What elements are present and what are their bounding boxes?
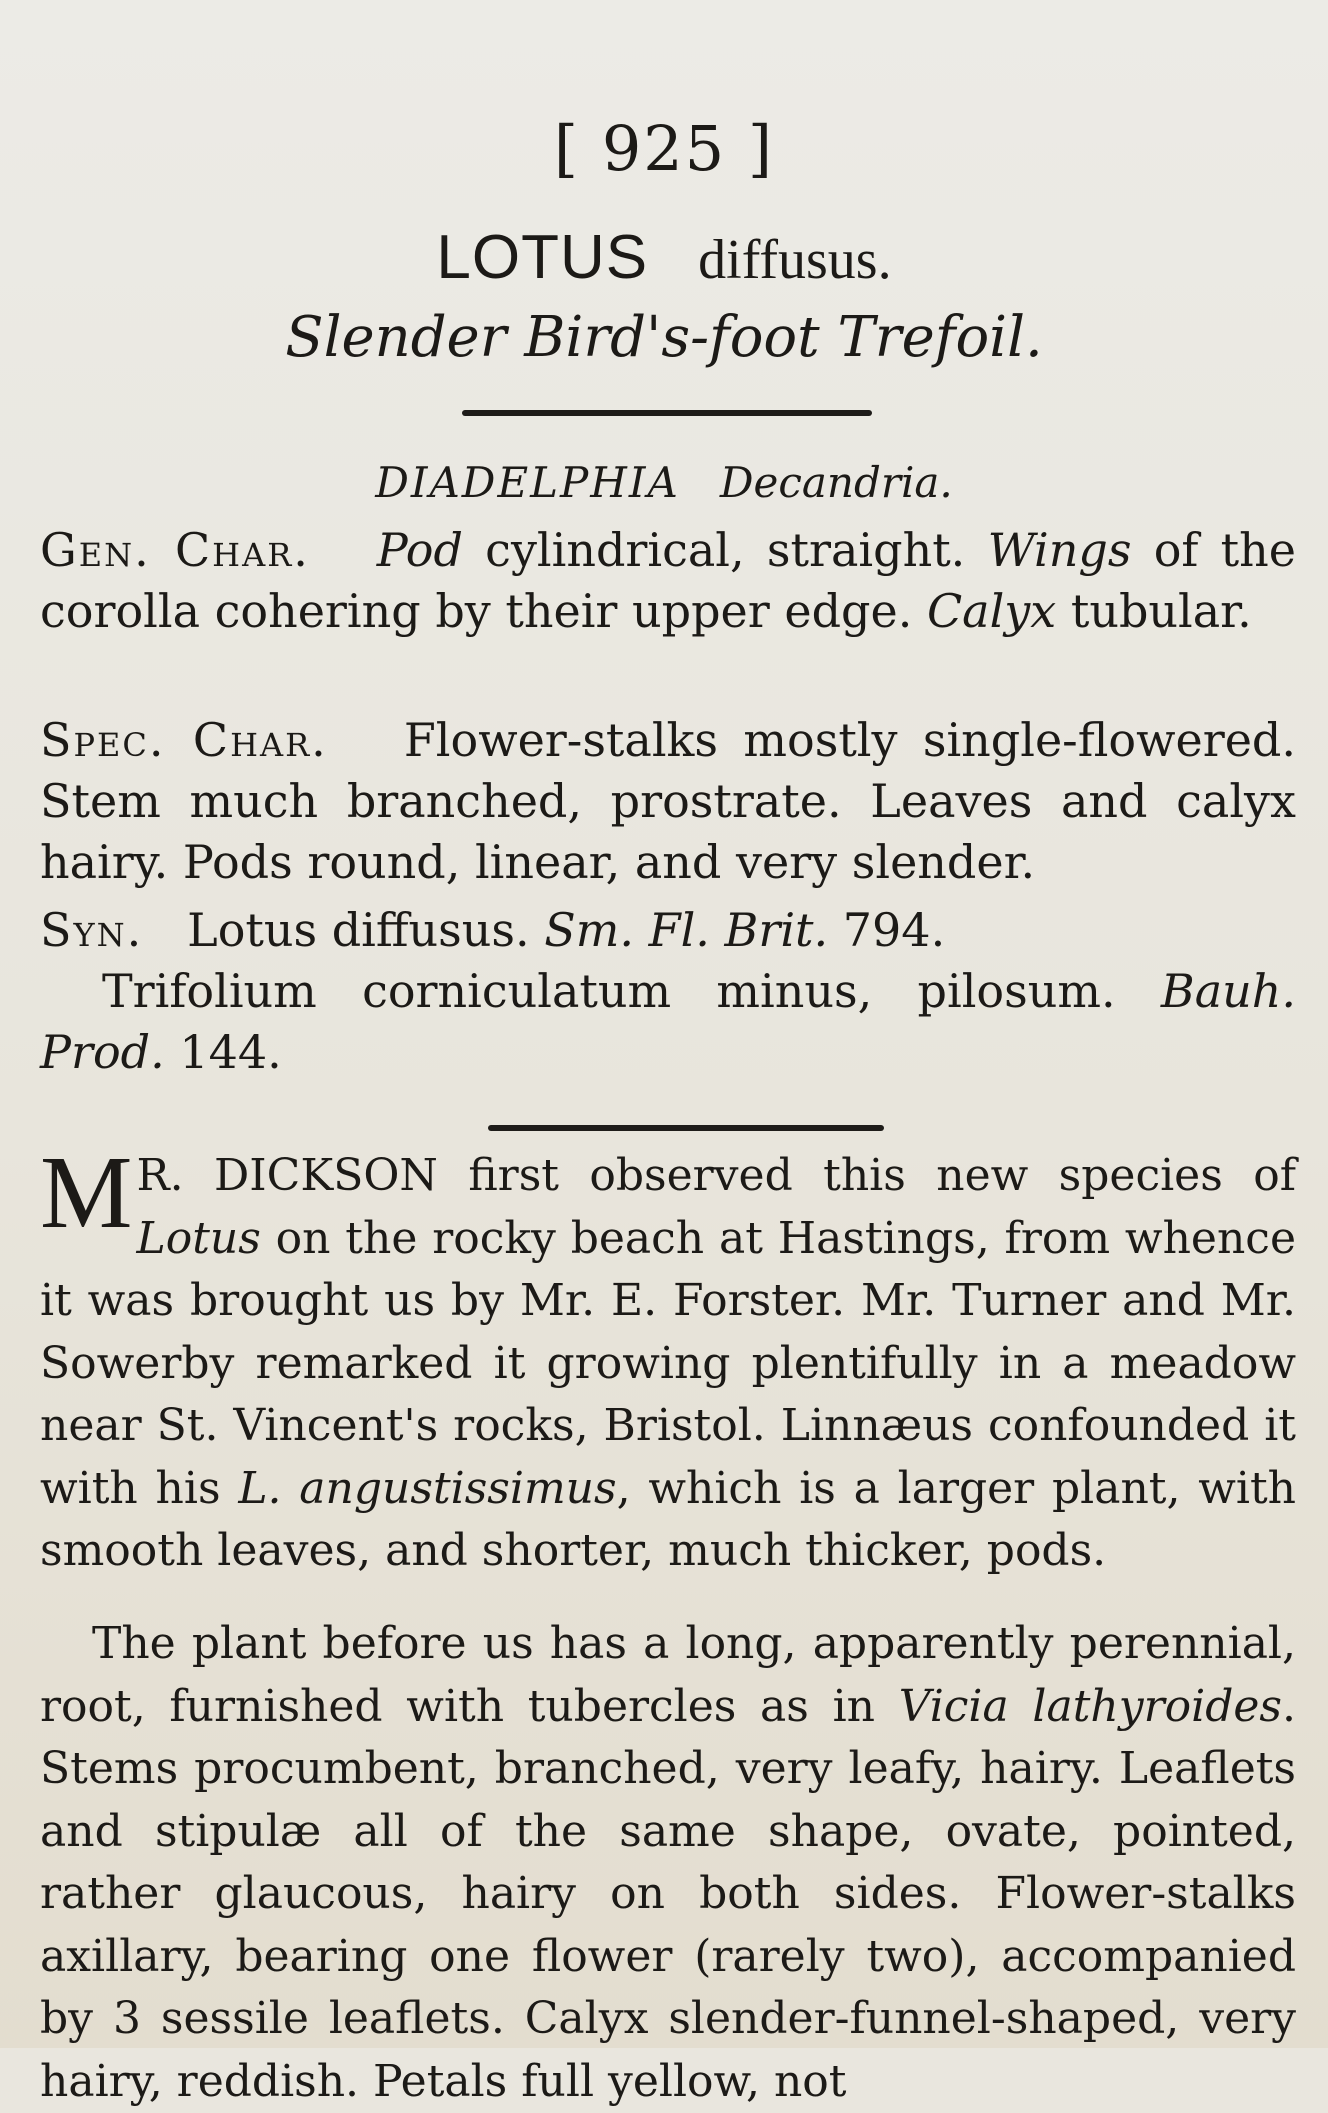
paragraph-text: . Stems procumbent, branched, very leafy, hairy. Leaflets and stipulæ all of the same shape, ovate, pointed, rather glaucous, hairy on both sides. Flower-stalks axillary, bearing one flower (rarely two), accompanied by 3 sessile leaflets. Calyx slender-funnel-shaped, very hairy, reddish. Petals full yellow, not: [40, 1680, 1296, 2107]
syn-page: 794.: [828, 903, 946, 957]
genus-name: LOTUS: [436, 223, 649, 292]
synonymy: [40, 900, 1296, 1083]
spec-char-label: Spec. Char.: [40, 713, 328, 767]
generic-character: [40, 520, 1296, 642]
common-name: Slender Bird's-foot Trefoil.: [285, 305, 1043, 370]
syn-reference: Sm. Fl. Brit.: [544, 903, 829, 957]
page-number: [ 925 ]: [553, 112, 775, 185]
syn-name: Lotus diffusus.: [187, 903, 545, 957]
gen-char-term: Calyx: [926, 584, 1057, 638]
gen-char-label: Gen. Char.: [40, 523, 310, 577]
taxon-name: Vicia lathyroides: [898, 1680, 1282, 1732]
gen-char-term: Wings: [987, 523, 1132, 577]
syn-reference: Bauh. Prod.: [40, 964, 1296, 1079]
gen-char-text: of the corolla cohering by their upper edge.: [40, 523, 1296, 638]
species-epithet: diffusus.: [698, 229, 892, 291]
class-name: DIADELPHIA: [375, 458, 680, 507]
paragraph-text: on the rocky beach at Hastings, from whence it was brought us by Mr. E. Forster. Mr. Turner and Mr. Sowerby remarked it growing plentifully in a meadow near St. Vincent's rocks, Bristol. Linnæus confounded it with his: [40, 1212, 1296, 1514]
linnaean-classification: [0, 458, 1328, 507]
gen-char-term: Pod: [376, 523, 463, 577]
specific-character: [40, 710, 1296, 893]
species-title: [0, 220, 1328, 294]
syn-name: Trifolium corniculatum minus, pilosum.: [102, 964, 1161, 1018]
gen-char-text: cylindrical, straight.: [462, 523, 988, 577]
description-paragraph: [40, 1135, 1297, 1583]
drop-cap: M: [40, 1135, 133, 1250]
paragraph-text: The plant before us has a long, apparently perennial, root, furnished with tubercles as in: [40, 1618, 1296, 1732]
gen-char-text: tubular.: [1056, 584, 1252, 638]
taxon-name: Lotus: [136, 1212, 261, 1264]
paragraph-text: R. DICKSON first observed this new species of: [136, 1150, 1296, 1201]
description-paragraph: [40, 1613, 1296, 2113]
divider-rule: [462, 410, 872, 416]
order-name: Decandria.: [719, 458, 953, 507]
syn-page: 144.: [164, 1025, 282, 1079]
syn-label: Syn.: [40, 903, 144, 957]
taxon-name: L. angustissimus: [238, 1462, 617, 1514]
spec-char-text: Flower-stalks mostly single-flowered. Stem much branched, prostrate. Leaves and calyx hairy. Pods round, linear, and very slender.: [40, 713, 1296, 889]
divider-rule: [488, 1125, 884, 1131]
paragraph-text: , which is a larger plant, with smooth leaves, and shorter, much thicker, pods.: [40, 1462, 1297, 1576]
